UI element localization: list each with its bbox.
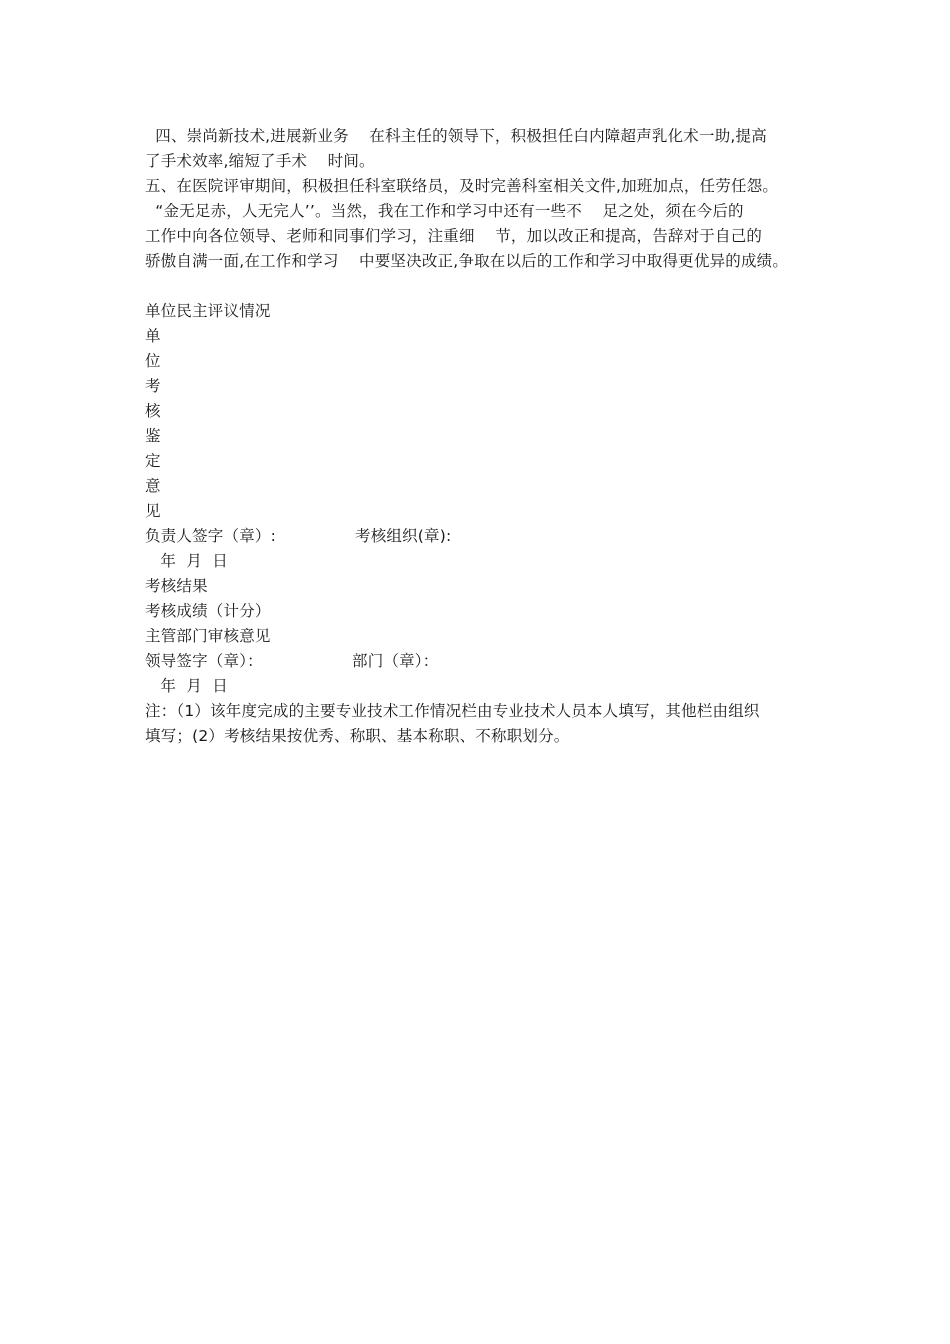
department-seal-label: 部门（章）：: [352, 652, 439, 670]
vertical-label-char: 单: [145, 327, 161, 345]
vertical-label-char: 见: [145, 502, 161, 520]
department-review-label: 主管部门审核意见: [145, 627, 271, 645]
paragraph-hospital-review: 五、在医院评审期间，积极担任科室联络员，及时完善科室相关文件,加班加点，任劳任怨。: [145, 177, 779, 195]
vertical-label-char: 鉴: [145, 427, 161, 445]
democratic-review-heading: 单位民主评议情况: [145, 302, 271, 320]
date-line-1: 年 月 日: [145, 552, 228, 570]
vertical-label-char: 位: [145, 352, 161, 370]
paragraph-self-reflection-line1: “金无足赤，人无完人’’。当然，我在工作和学习中还有一些不 足之处，须在今后的: [145, 202, 744, 220]
vertical-label-char: 考: [145, 377, 161, 395]
paragraph-self-reflection-line2: 工作中向各位领导、老师和同事们学习，注重细 节，加以改正和提高，告辞对于自己的: [145, 227, 763, 245]
paragraph-new-tech-line1: 四、崇尚新技术,进展新业务 在科主任的领导下，积极担任白内障超声乳化术一助,提高: [145, 127, 767, 145]
paragraph-self-reflection-line3: 骄傲自满一面,在工作和学习 中要坚决改正,争取在以后的工作和学习中取得更优异的成绩。: [145, 252, 789, 270]
leader-signature-label: 领导签字（章）：: [145, 652, 263, 670]
date-line-2: 年 月 日: [145, 677, 228, 695]
footnote-line1: 注：（1）该年度完成的主要专业技术工作情况栏由专业技术人员本人填写，其他栏由组织: [145, 702, 760, 720]
assessment-org-label: 考核组织(章):: [355, 527, 452, 545]
vertical-label-char: 定: [145, 452, 161, 470]
paragraph-new-tech-line2: 了手术效率,缩短了手术 时间。: [145, 152, 375, 170]
vertical-label-char: 意: [145, 477, 161, 495]
footnote-line2: 填写；(2）考核结果按优秀、称职、基本称职、不称职划分。: [145, 727, 570, 745]
responsible-signature-label: 负责人签字（章）:: [145, 527, 277, 545]
assessment-result-label: 考核结果: [145, 577, 208, 595]
assessment-score-label: 考核成绩（计分）: [145, 602, 271, 620]
vertical-label-char: 核: [145, 402, 161, 420]
